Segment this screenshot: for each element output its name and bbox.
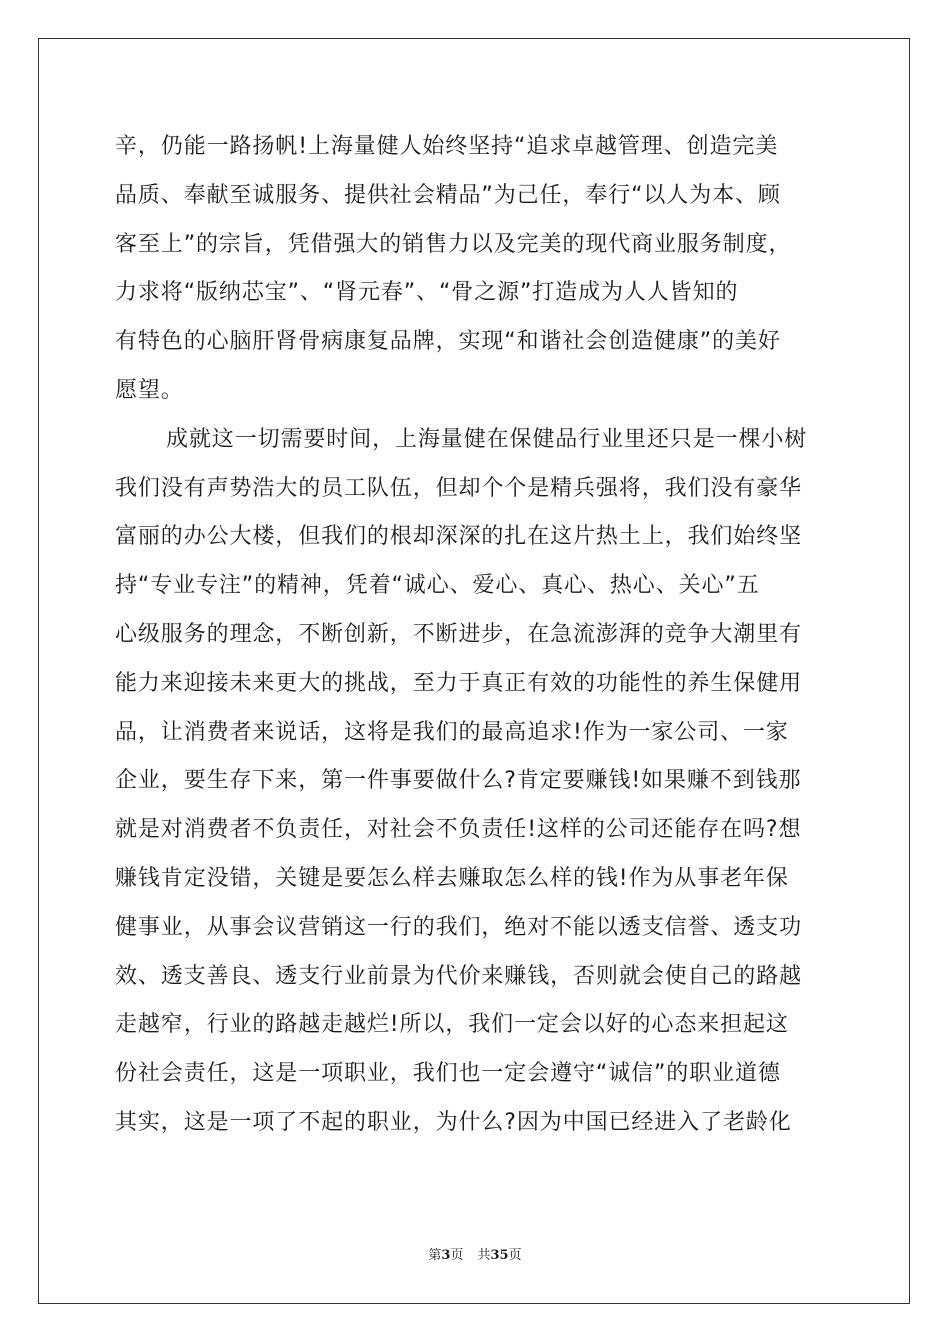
text-line: 愿望。 [115,377,184,403]
text-line: 品质、奉献至诚服务、提供社会精品”为己任，奉行“以人为本、顾 [115,182,781,208]
text-line: 持“专业专注”的精神，凭着“诚心、爱心、真心、热心、关心”五 [115,573,760,599]
text-line: 品，让消费者来说话，这将是我们的最高追求!作为一家公司、一家 [115,719,789,745]
footer-page-prefix: 第 [428,1248,442,1263]
text-line: 份社会责任，这是一项职业，我们也一定会遵守“诚信”的职业道德 [115,1061,781,1087]
footer-total-prefix: 共 [477,1248,491,1263]
paragraph-first-line: 成就这一切需要时间，上海量健在保健品行业里还只是一棵小树 [166,426,808,452]
text-line: 企业，要生存下来，第一件事要做什么?肯定要赚钱!如果赚不到钱那 [115,768,802,794]
text-line: 其实，这是一项了不起的职业，为什么?因为中国已经进入了老龄化 [115,1109,792,1135]
text-line: 健事业，从事会议营销这一行的我们，绝对不能以透支信誉、透支功 [115,914,803,940]
footer-page-number: 3 [441,1248,451,1263]
footer-total-suffix: 页 [508,1248,522,1263]
text-line: 心级服务的理念，不断创新，不断进步，在急流澎湃的竞争大潮里有 [115,621,803,647]
footer-total-pages: 35 [490,1248,509,1263]
text-line: 赚钱肯定没错，关键是要怎么样去赚取怎么样的钱!作为从事老年保 [115,865,789,891]
text-line: 能力来迎接未来更大的挑战，至力于真正有效的功能性的养生保健用 [115,670,803,696]
document-body [115,123,840,1148]
text-line: 我们没有声势浩大的员工队伍，但却个个是精兵强将，我们没有豪华 [115,475,803,501]
text-line: 富丽的办公大楼，但我们的根却深深的扎在这片热土上，我们始终坚 [115,524,803,550]
text-line: 辛，仍能一路扬帆!上海量健人始终坚持“追求卓越管理、创造完美 [115,134,779,159]
text-line: 有特色的心脑肝肾骨病康复品牌，实现“和谐社会创造健康”的美好 [115,329,781,355]
footer-page-suffix: 页 [450,1248,464,1263]
text-line: 走越窄，行业的路越走越烂!所以，我们一定会以好的心态来担起这 [115,1012,789,1038]
text-line: 就是对消费者不负责任，对社会不负责任!这样的公司还能存在吗?想 [115,817,802,843]
text-line: 客至上”的宗旨，凭借强大的销售力以及完美的现代商业服务制度， [115,231,792,257]
text-line: 力求将“版纳芯宝”、“肾元春”、“骨之源”打造成为人人皆知的 [115,280,739,306]
page-footer [0,1248,950,1264]
text-line: 效、透支善良、透支行业前景为代价来赚钱，否则就会使自己的路越 [115,963,803,989]
